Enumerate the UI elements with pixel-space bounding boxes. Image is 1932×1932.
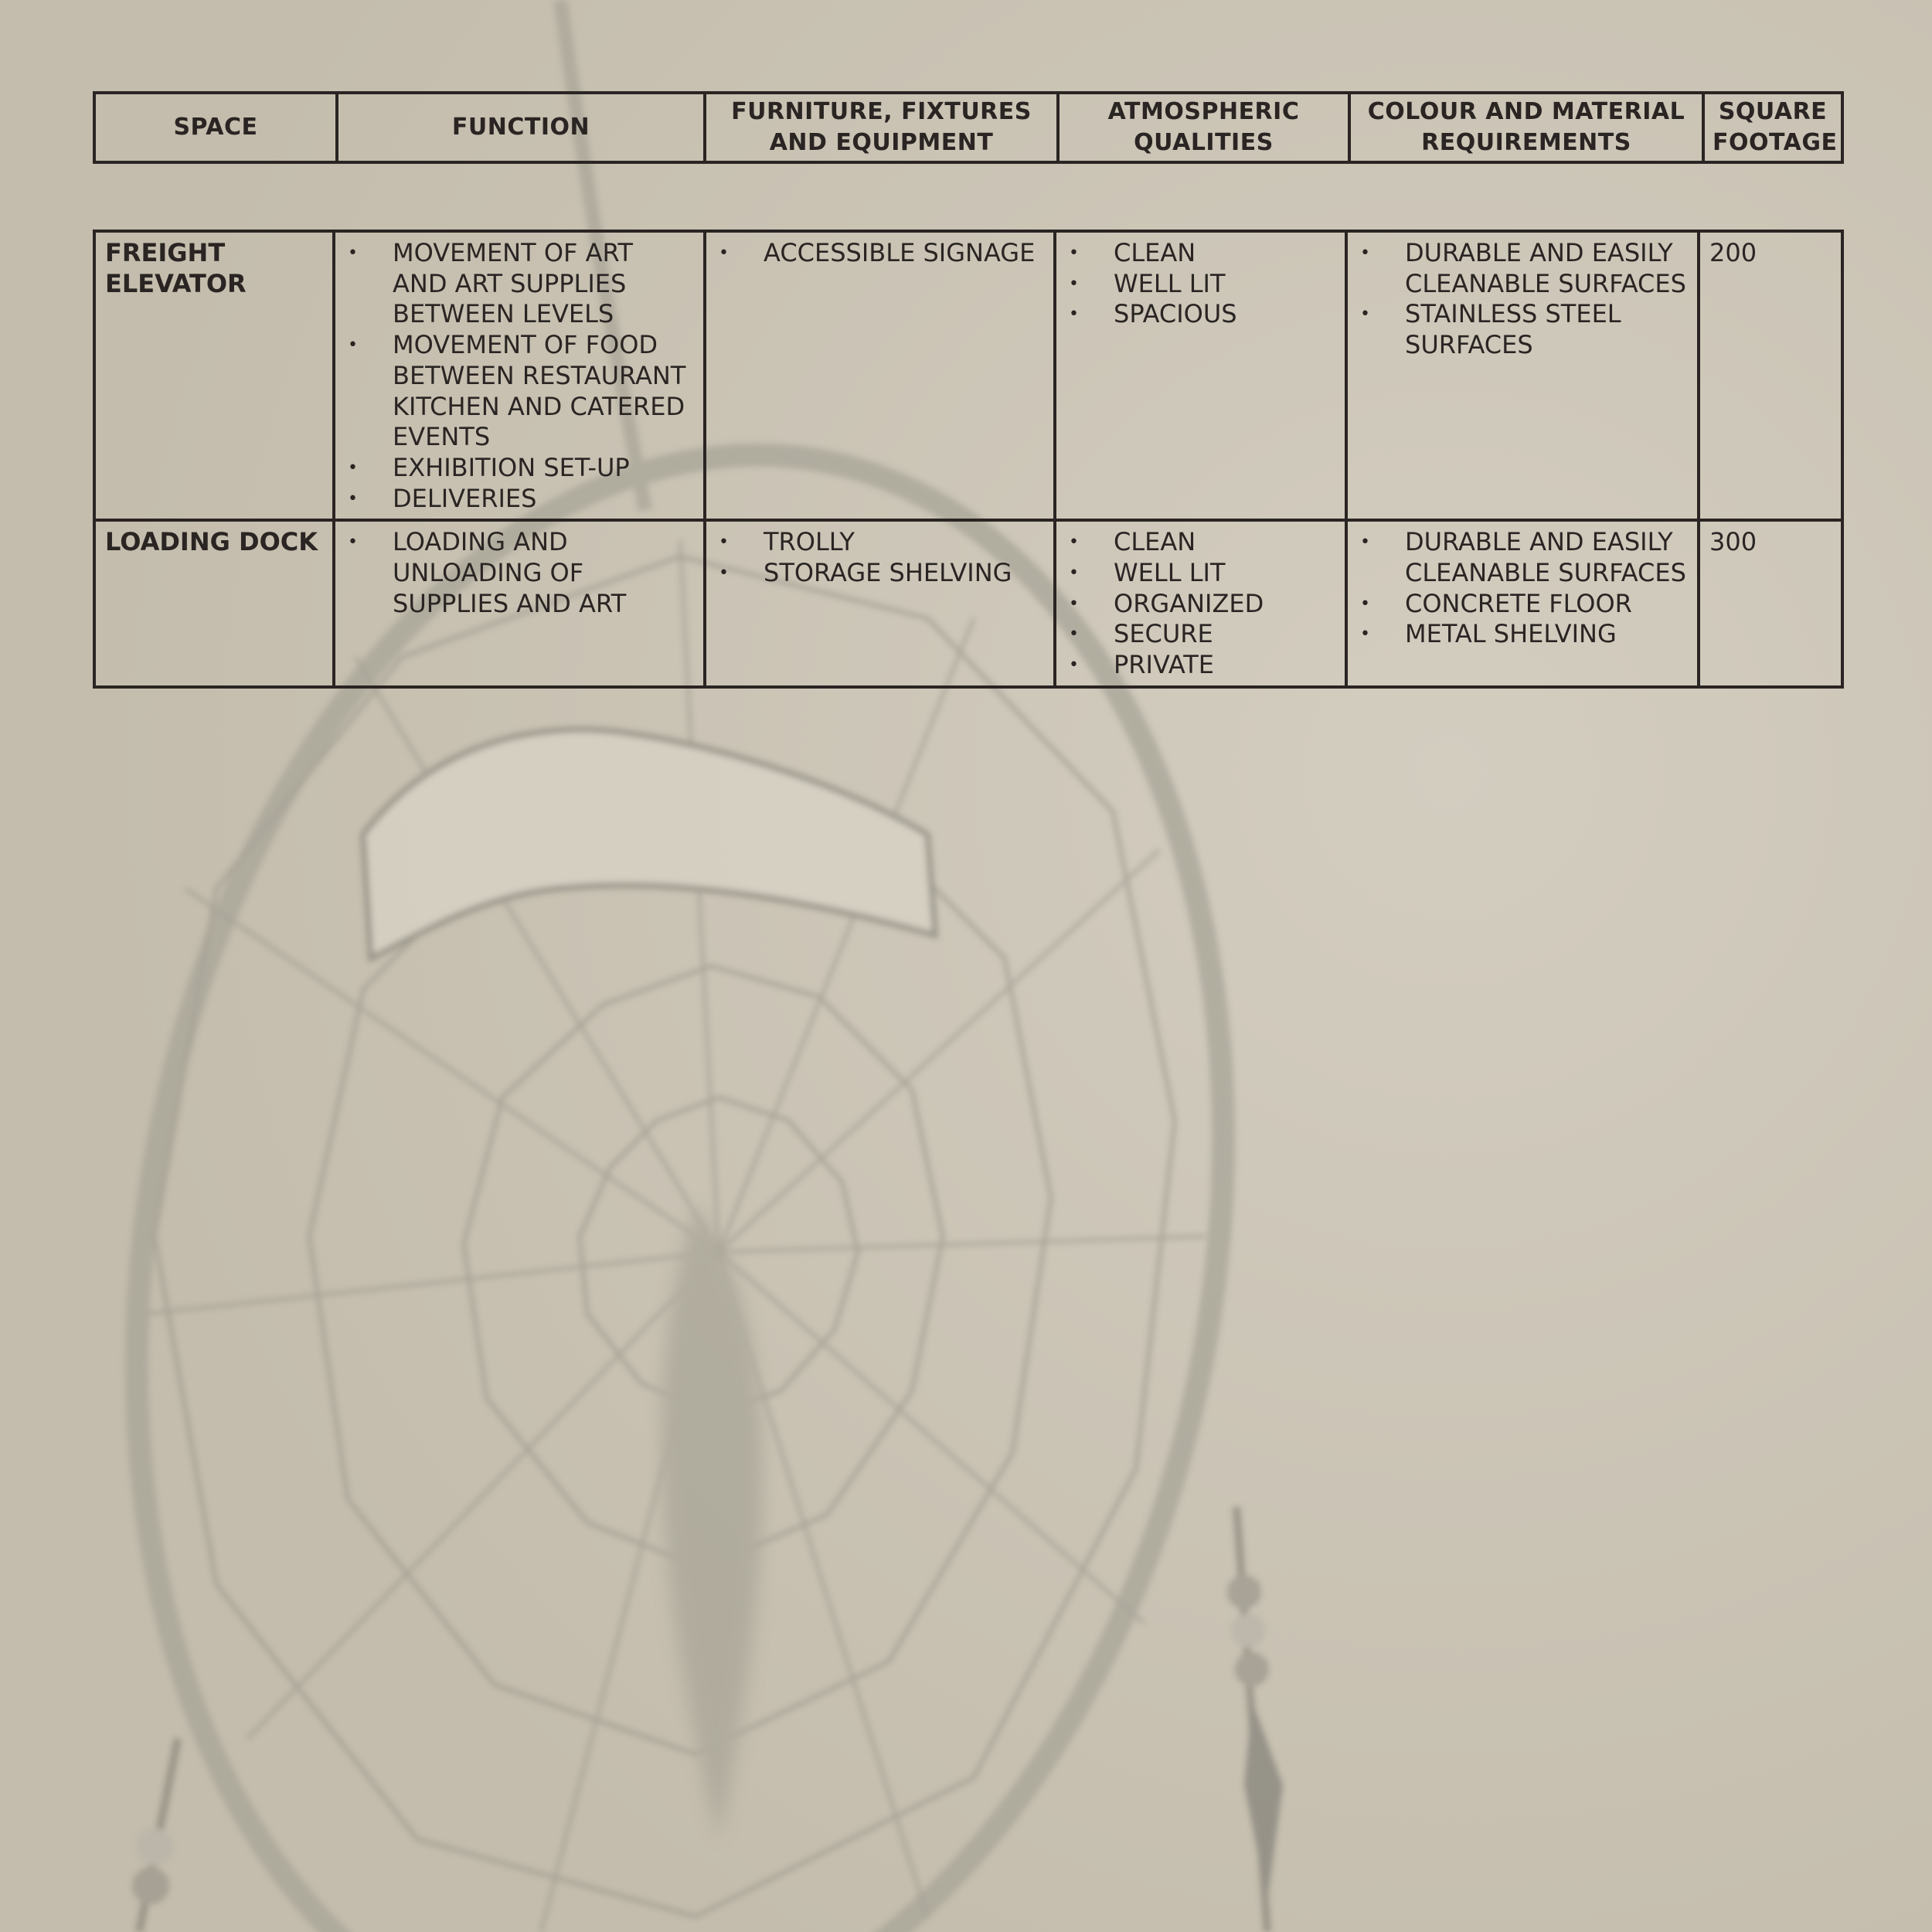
ffe-cell — [705, 520, 1055, 687]
list-item: • ACCESSIBLE SIGNAGE — [716, 238, 1044, 269]
program-table — [93, 230, 1844, 689]
bullet-list — [716, 527, 1044, 588]
list-item: • WELL LIT — [1066, 269, 1335, 300]
list-item: • LOADING AND UNLOADING OF SUPPLIES AND ART — [345, 527, 694, 619]
bullet-list — [345, 238, 694, 514]
colour-material-cell — [1346, 520, 1699, 687]
space-cell: FREIGHT ELEVATOR — [94, 231, 334, 520]
list-item: • CONCRETE FLOOR — [1357, 589, 1688, 620]
header-atmospheric: ATMOSPHERIC QUALITIES — [1058, 93, 1349, 162]
atmospheric-cell — [1055, 520, 1346, 687]
square-footage-cell: 200 — [1699, 231, 1842, 520]
table-row — [94, 231, 1842, 520]
square-footage-cell: 300 — [1699, 520, 1842, 687]
list-item: • CLEAN — [1066, 238, 1335, 269]
header-row — [94, 93, 1842, 162]
function-cell — [334, 520, 705, 687]
list-item: • PRIVATE — [1066, 650, 1335, 681]
list-item: • MOVEMENT OF FOOD BETWEEN RESTAURANT KITCHEN AND CATERED EVENTS — [345, 330, 694, 453]
colour-material-cell — [1346, 231, 1699, 520]
list-item: • MOVEMENT OF ART AND ART SUPPLIES BETWEEN LEVELS — [345, 238, 694, 330]
function-cell — [334, 231, 705, 520]
list-item: • STAINLESS STEEL SURFACES — [1357, 299, 1688, 360]
header-function: FUNCTION — [337, 93, 705, 162]
list-item: • TROLLY — [716, 527, 1044, 558]
bullet-list — [1066, 238, 1335, 330]
header-colour-material: COLOUR AND MATERIAL REQUIREMENTS — [1349, 93, 1703, 162]
list-item: • ORGANIZED — [1066, 589, 1335, 620]
list-item: • STORAGE SHELVING — [716, 558, 1044, 589]
list-item: • DELIVERIES — [345, 484, 694, 515]
space-cell: LOADING DOCK — [94, 520, 334, 687]
list-item: • EXHIBITION SET-UP — [345, 453, 694, 484]
header-space: SPACE — [94, 93, 337, 162]
header-square-footage: SQUARE FOOTAGE — [1703, 93, 1842, 162]
list-item: • SPACIOUS — [1066, 299, 1335, 330]
header-ffe: FURNITURE, FIXTURES AND EQUIPMENT — [705, 93, 1058, 162]
bullet-list — [1357, 238, 1688, 361]
bullet-list — [1357, 527, 1688, 650]
list-item: • METAL SHELVING — [1357, 619, 1688, 650]
list-item: • DURABLE AND EASILY CLEANABLE SURFACES — [1357, 527, 1688, 588]
list-item: • DURABLE AND EASILY CLEANABLE SURFACES — [1357, 238, 1688, 299]
ffe-cell — [705, 231, 1055, 520]
atmospheric-cell — [1055, 231, 1346, 520]
bullet-list — [716, 238, 1044, 269]
table-row — [94, 520, 1842, 687]
list-item: • CLEAN — [1066, 527, 1335, 558]
list-item: • WELL LIT — [1066, 558, 1335, 589]
bullet-list — [345, 527, 694, 619]
bullet-list — [1066, 527, 1335, 681]
header-table — [93, 91, 1844, 164]
list-item: • SECURE — [1066, 619, 1335, 650]
